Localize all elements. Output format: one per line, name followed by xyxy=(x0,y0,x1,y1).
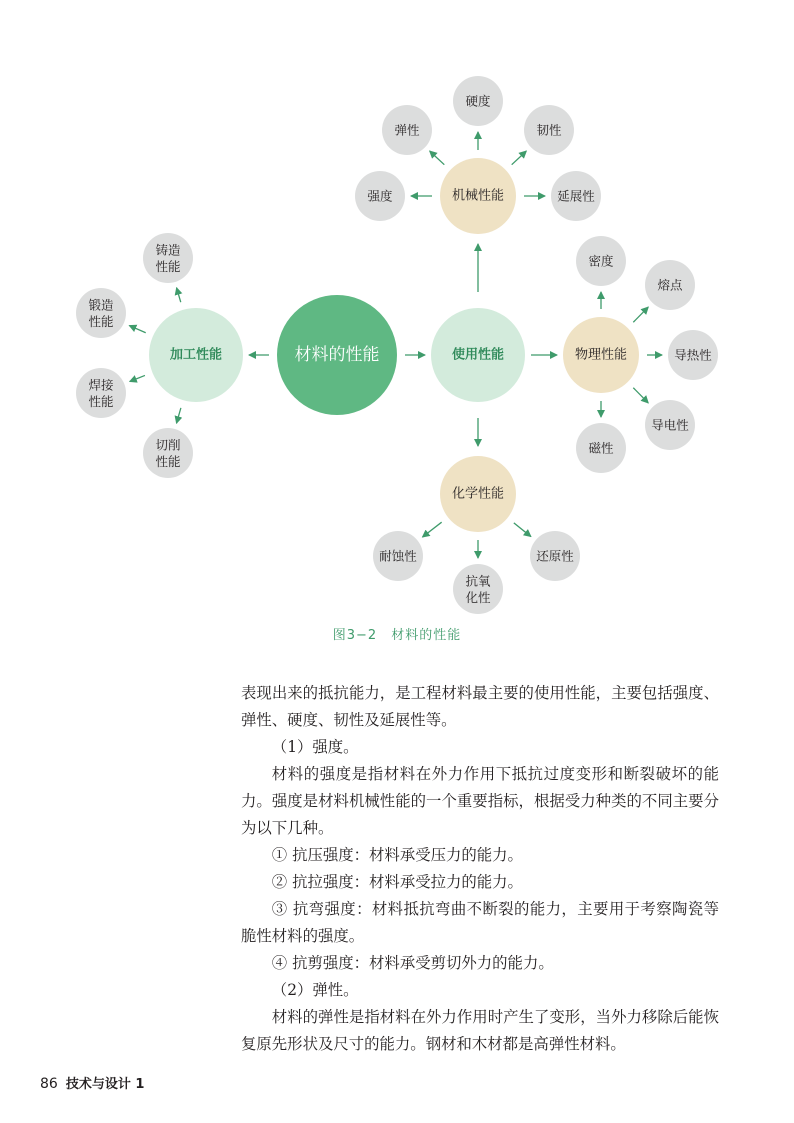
mechanical-child-node xyxy=(551,171,601,221)
physical-child-node xyxy=(645,260,695,310)
center-node xyxy=(277,295,397,415)
arrow xyxy=(633,388,648,403)
node-label: 韧性 xyxy=(536,122,562,138)
physical-child-node xyxy=(576,423,626,473)
physical-child-node xyxy=(576,236,626,286)
mechanical-node xyxy=(440,158,516,234)
processing-node xyxy=(149,308,243,402)
list-item: ① 抗压强度：材料承受压力的能力。 xyxy=(271,846,523,864)
node-label: 化性 xyxy=(465,589,491,605)
paragraph: 材料的强度是指材料在外力作用下抵抗过度变形和断裂破坏的能力。强度是材料机械性能的一个重要指标，根据受力种类的不同主要分为以下几种。 xyxy=(241,765,719,837)
figure-number: 图3−2 xyxy=(332,628,378,643)
arrow xyxy=(423,522,442,537)
arrow xyxy=(177,288,181,302)
node-label: 性能 xyxy=(88,393,114,409)
node-label: 材料的性能 xyxy=(294,345,380,365)
node-label: 机械性能 xyxy=(451,188,505,204)
node-label: 性能 xyxy=(88,313,114,329)
node-label: 导电性 xyxy=(651,417,689,433)
node-label: 使用性能 xyxy=(451,347,505,363)
node-label: 熔点 xyxy=(657,277,683,293)
node-label: 硬度 xyxy=(465,93,491,109)
arrow xyxy=(512,151,527,165)
figure-title: 材料的性能 xyxy=(391,628,462,643)
node-label: 耐蚀性 xyxy=(379,548,417,564)
node-label: 导热性 xyxy=(674,347,712,363)
node-label: 弹性 xyxy=(394,122,420,138)
arrow xyxy=(129,326,145,333)
node-label: 性能 xyxy=(155,453,181,469)
figure-caption xyxy=(0,624,794,643)
mechanical-child-node xyxy=(524,105,574,155)
node-label: 化学性能 xyxy=(451,486,505,502)
arrow xyxy=(130,375,145,381)
chemical-child-node xyxy=(373,531,423,581)
physical-child-node xyxy=(668,330,718,380)
arrow xyxy=(633,307,648,322)
node-label: 加工性能 xyxy=(169,347,223,363)
page-footer xyxy=(40,1073,144,1092)
page-number: 86 xyxy=(40,1076,58,1092)
node-label: 抗氧 xyxy=(465,573,491,589)
usage-node xyxy=(431,308,525,402)
chemical-child-node xyxy=(530,531,580,581)
node-label: 性能 xyxy=(155,258,181,274)
node-label: 磁性 xyxy=(588,440,614,456)
node-label: 锻造 xyxy=(88,297,114,313)
chemical-child-node xyxy=(453,564,503,614)
node-label: 切削 xyxy=(155,437,181,453)
node-label: 还原性 xyxy=(536,548,574,564)
list-item: ③ 抗弯强度：材料抵抗弯曲不断裂的能力，主要用于考察陶瓷等脆性材料的强度。 xyxy=(241,900,719,945)
physical-node xyxy=(563,317,639,393)
list-item: ④ 抗剪强度：材料承受剪切外力的能力。 xyxy=(271,954,554,972)
processing-child-node xyxy=(76,288,126,338)
body-text xyxy=(241,680,719,1058)
processing-child-node xyxy=(143,233,193,283)
physical-child-node xyxy=(645,400,695,450)
book-title: 技术与设计 1 xyxy=(65,1077,145,1092)
mechanical-child-node xyxy=(355,171,405,221)
section-heading-elasticity: （2）弹性。 xyxy=(271,981,359,999)
list-item: ② 抗拉强度：材料承受拉力的能力。 xyxy=(271,873,523,891)
node-label: 密度 xyxy=(588,253,614,269)
arrow xyxy=(514,523,531,537)
processing-child-node xyxy=(143,428,193,478)
arrow xyxy=(430,151,445,165)
arrow xyxy=(177,408,181,423)
processing-child-node xyxy=(76,368,126,418)
node-label: 铸造 xyxy=(155,242,181,258)
mechanical-child-node xyxy=(453,76,503,126)
node-label: 焊接 xyxy=(88,377,114,393)
paragraph: 表现出来的抵抗能力，是工程材料最主要的使用性能，主要包括强度、弹性、硬度、韧性及延展性等。 xyxy=(241,684,719,729)
mechanical-child-node xyxy=(382,105,432,155)
node-label: 强度 xyxy=(367,188,393,204)
node-label: 物理性能 xyxy=(574,347,628,363)
section-heading-strength: （1）强度。 xyxy=(271,738,359,756)
chemical-node xyxy=(440,456,516,532)
node-label: 延展性 xyxy=(557,188,595,204)
paragraph: 材料的弹性是指材料在外力作用时产生了变形，当外力移除后能恢复原先形状及尺寸的能力。钢材和木材都是高弹性材料。 xyxy=(241,1008,719,1053)
